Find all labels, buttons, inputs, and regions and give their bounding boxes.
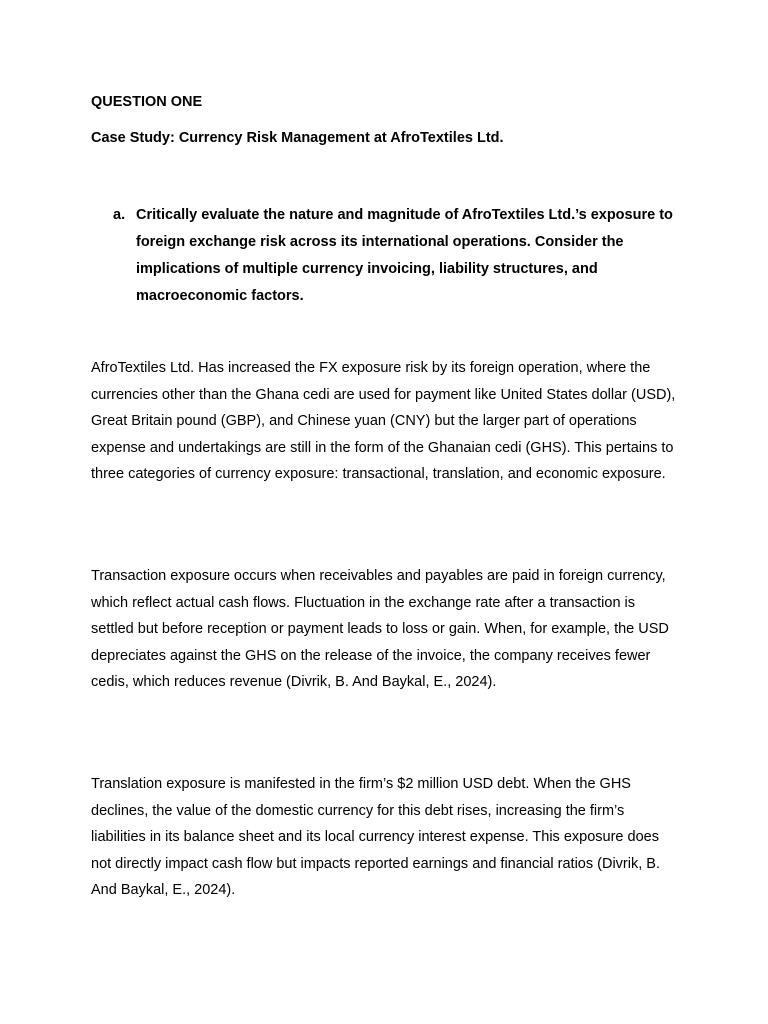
question-a-item bbox=[113, 202, 688, 310]
question-title: QUESTION ONE bbox=[91, 94, 203, 110]
question-a-text: Critically evaluate the nature and magnitude of AfroTextiles Ltd.’s exposure to foreign exchange risk across its international operations. Consider the implications of multiple currency invoicing, liability structures, and macroeconomic factors. bbox=[136, 207, 673, 304]
paragraph-transaction-exposure: Transaction exposure occurs when receivables and payables are paid in foreign currency, which reflect actual cash flows. Fluctuation in the exchange rate after a transaction is settled but before reception or payment leads to loss or gain. When, for example, the USD depreciates against the GHS on the release of the invoice, the company receives fewer cedis, which reduces revenue (Divrik, B. And Baykal, E., 2024). bbox=[91, 568, 669, 691]
list-marker: a. bbox=[113, 207, 126, 223]
paragraph-fx-exposure: AfroTextiles Ltd. Has increased the FX exposure risk by its foreign operation, where the currencies other than the Ghana cedi are used for payment like United States dollar (USD), Great Britain pound (GBP), and Chinese yuan (CNY) but the larger part of operations expense and undertakings are still in the form of the Ghanaian cedi (GHS). This pertains to three categories of currency exposure: transactional, translation, and economic exposure. bbox=[91, 360, 676, 483]
case-study-title: Case Study: Currency Risk Management at AfroTextiles Ltd. bbox=[91, 130, 504, 146]
paragraph-translation-exposure: Translation exposure is manifested in the firm’s $2 million USD debt. When the GHS declines, the value of the domestic currency for this debt rises, increasing the firm’s liabilities in its balance sheet and its local currency interest expense. This exposure does not directly impact cash flow but impacts reported earnings and financial ratios (Divrik, B. And Baykal, E., 2024). bbox=[91, 776, 660, 899]
